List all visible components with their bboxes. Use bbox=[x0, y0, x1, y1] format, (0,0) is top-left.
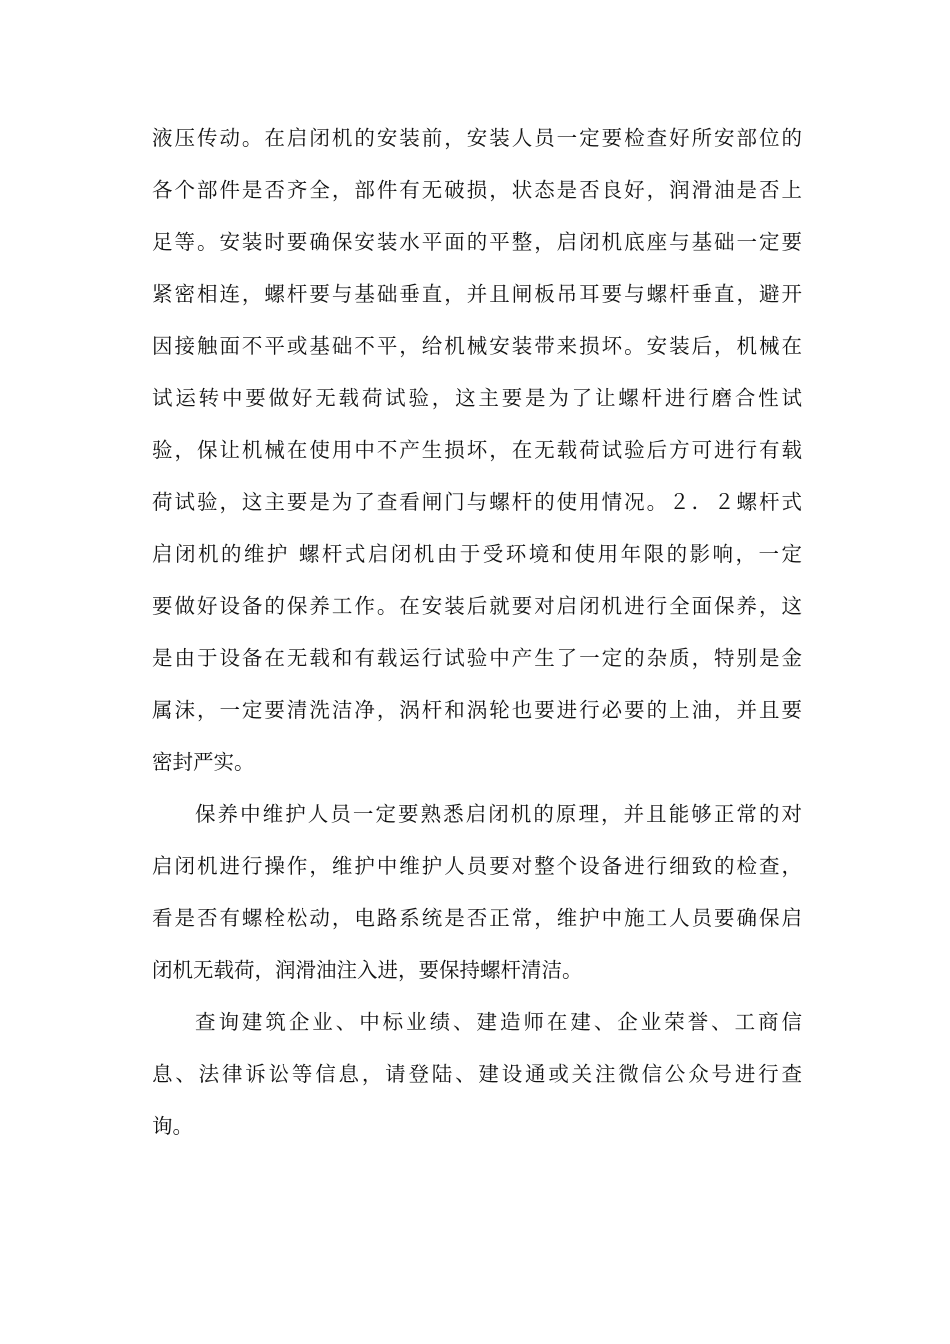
text-line: 密封严实。 bbox=[152, 750, 255, 774]
text-line: 闭机无载荷，润滑油注入进，要保持螺杆清洁。 bbox=[152, 958, 583, 982]
text-line: 看是否有螺栓松动，电路系统是否正常，维护中施工人员要确保启 bbox=[152, 906, 802, 930]
text-line: 试运转中要做好无载荷试验，这主要是为了让螺杆进行磨合性试 bbox=[152, 386, 802, 410]
text-line: 属沫，一定要清洗洁净，涡杆和涡轮也要进行必要的上油，并且要 bbox=[152, 698, 802, 722]
document-body bbox=[152, 112, 802, 1152]
text-line: 液压传动。在启闭机的安装前，安装人员一定要检查好所安部位的 bbox=[152, 126, 802, 150]
text-line: 查询建筑企业、中标业绩、建造师在建、企业荣誉、工商信 bbox=[195, 1010, 802, 1034]
paragraph-1 bbox=[152, 112, 802, 788]
paragraph-3 bbox=[152, 996, 802, 1152]
text-line: 因接触面不平或基础不平，给机械安装带来损坏。安装后，机械在 bbox=[152, 334, 802, 358]
text-line: 足等。安装时要确保安装水平面的平整，启闭机底座与基础一定要 bbox=[152, 230, 802, 254]
paragraph-2 bbox=[152, 788, 802, 996]
text-line: 验，保让机械在使用中不产生损坏，在无载荷试验后方可进行有载 bbox=[152, 438, 802, 462]
text-line: 各个部件是否齐全，部件有无破损，状态是否良好，润滑油是否上 bbox=[152, 178, 802, 202]
text-line: 息、法律诉讼等信息，请登陆、建设通或关注微信公众号进行查 bbox=[152, 1062, 802, 1086]
text-line: 是由于设备在无载和有载运行试验中产生了一定的杂质，特别是金 bbox=[152, 646, 802, 670]
text-line: 荷试验，这主要是为了查看闸门与螺杆的使用情况。２．２螺杆式 bbox=[152, 490, 802, 514]
text-line: 启闭机进行操作，维护中维护人员要对整个设备进行细致的检查， bbox=[152, 854, 802, 878]
text-line: 要做好设备的保养工作。在安装后就要对启闭机进行全面保养，这 bbox=[152, 594, 802, 618]
text-line: 保养中维护人员一定要熟悉启闭机的原理，并且能够正常的对 bbox=[195, 802, 802, 826]
text-line: 启闭机的维护 螺杆式启闭机由于受环境和使用年限的影响，一定 bbox=[152, 542, 802, 566]
text-line: 紧密相连，螺杆要与基础垂直，并且闸板吊耳要与螺杆垂直，避开 bbox=[152, 282, 802, 306]
text-line: 询。 bbox=[152, 1114, 193, 1138]
